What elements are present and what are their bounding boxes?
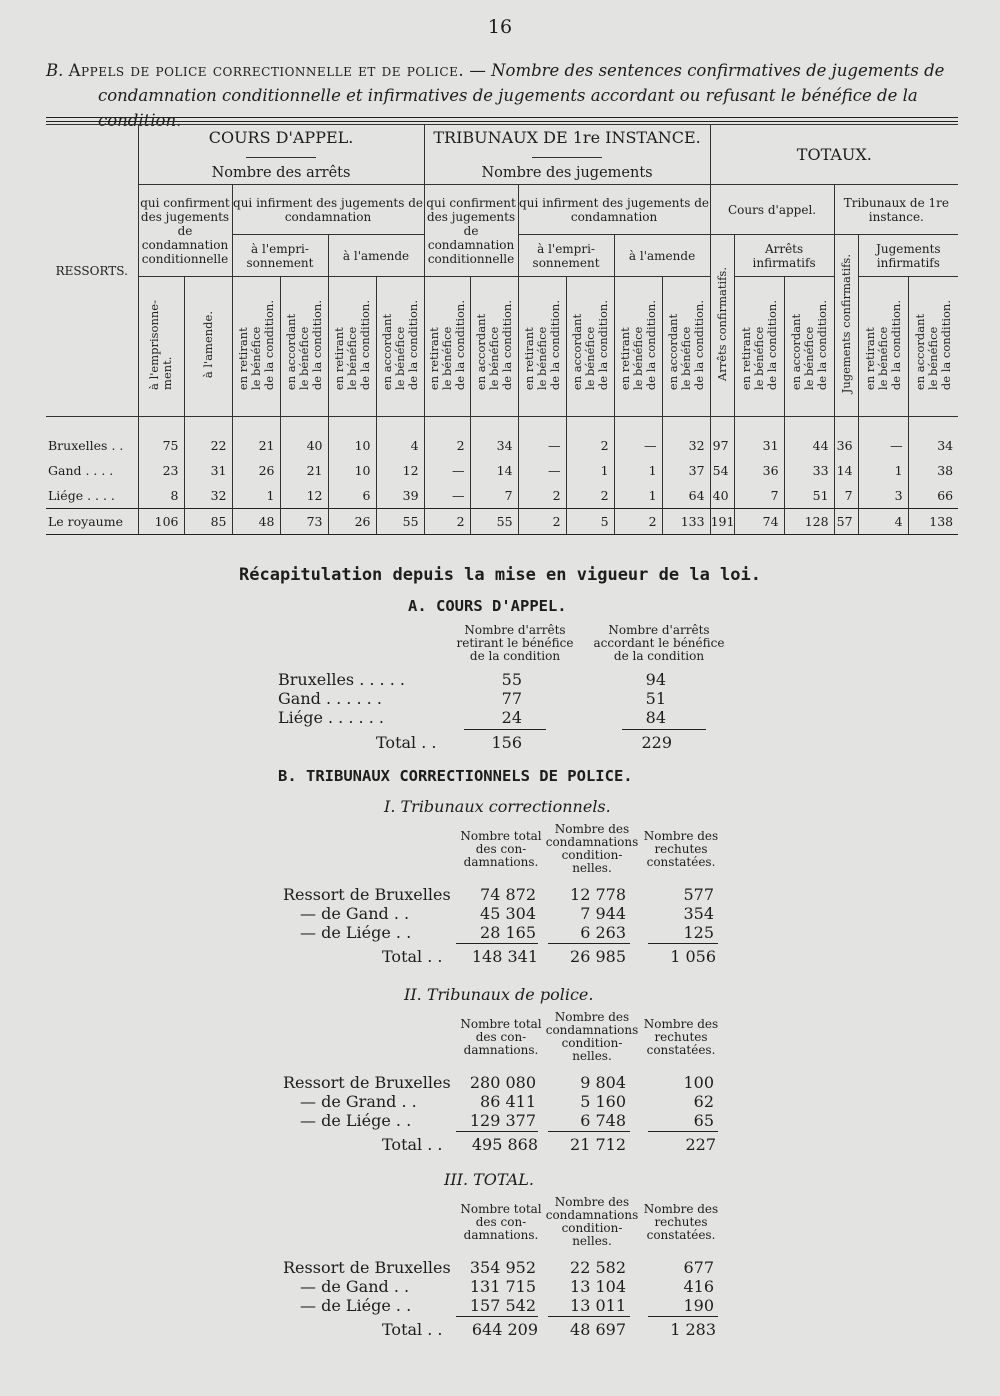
table-cell: 1 [858, 458, 908, 483]
arrets-inf-header [734, 235, 834, 277]
col-cond-head: Nombre des condamnations condition-nelles. [545, 1195, 639, 1248]
v-j-ret-label: en retirant le bénéfice de la condition. [862, 299, 903, 391]
recap-a-v1: 77 [501, 689, 522, 708]
section-total-v3: 1 283 [670, 1320, 716, 1339]
jug-inf-label: Jugements infirmatifs [876, 241, 941, 270]
section-v-cond: 6 748 [580, 1111, 626, 1130]
section-total-v2: 48 697 [570, 1320, 626, 1339]
table-cell: 38 [908, 458, 958, 483]
table-cell: 4 [858, 509, 908, 535]
table-cell: 7 [470, 483, 518, 509]
v-t-acc-2 [662, 277, 710, 417]
caption-letter: B. [46, 61, 64, 80]
section-v-rech: 190 [683, 1296, 714, 1315]
recap-a-total-v1: 156 [491, 733, 522, 752]
v-c-acc-2-label: en accordant le bénéfice de la condition. [379, 299, 420, 391]
section-row-label: Ressort de Bruxelles [283, 1073, 451, 1092]
section-v-total: 28 165 [480, 923, 536, 942]
recap-a-v2: 84 [645, 708, 666, 727]
table-cell: 22 [184, 417, 232, 459]
table-cell: 2 [566, 483, 614, 509]
v-a-ret-label: en retirant le bénéfice de la condition. [738, 299, 779, 391]
caption-subtitle-2: condamnation conditionnelle et infirmatives de jugements accordant ou refusant le bénéfice de la condition. [98, 86, 918, 130]
table-row [46, 509, 958, 535]
recap-a-v1: 24 [501, 708, 522, 727]
table-cell: 6 [328, 483, 376, 509]
table-row [46, 483, 958, 509]
table-cell: 32 [184, 483, 232, 509]
recap-a-title: A. COURS D'APPEL. [408, 597, 567, 615]
recap-a-total-v2: 229 [641, 733, 672, 752]
col-cond-head: Nombre des condamnations condition-nelles. [545, 1010, 639, 1063]
section-v-total: 280 080 [469, 1073, 536, 1092]
col-total-head: Nombre total des con-damnations. [460, 829, 542, 869]
section-underline-2 [548, 943, 630, 944]
table-cell: 64 [662, 483, 710, 509]
section-row-label: — de Gand . . [300, 904, 410, 923]
v-c-acc-1-label: en accordant le bénéfice de la condition. [283, 299, 324, 391]
recap-a-v2: 94 [645, 670, 666, 689]
section-v-total: 129 377 [469, 1111, 536, 1130]
table-cell: — [424, 458, 470, 483]
v-cours-empri-label: à l'emprisonne- ment. [147, 300, 174, 390]
v-cours-amende [184, 277, 232, 417]
section-total-v2: 26 985 [570, 947, 626, 966]
table-row [46, 458, 958, 483]
table-cell: 57 [834, 509, 858, 535]
table-cell: 33 [784, 458, 834, 483]
table-cell: 32 [662, 417, 710, 459]
cours-header [138, 125, 424, 185]
v-cours-empri [138, 277, 184, 417]
table-cell: 23 [138, 458, 184, 483]
table-cell: 26 [232, 458, 280, 483]
table-cell: 31 [184, 458, 232, 483]
recap-a-col2: Nombre d'arrêts accordant le bénéfice de la condition [593, 623, 725, 663]
section-total-v3: 1 056 [670, 947, 716, 966]
trib-infirm-label: qui infirment des jugements de condamnation [519, 195, 710, 224]
table-cell: 85 [184, 509, 232, 535]
v-t-acc-1 [566, 277, 614, 417]
v-c-acc-2 [376, 277, 424, 417]
v-j-acc [908, 277, 958, 417]
table-cell: 12 [280, 483, 328, 509]
section-total-label: Total . . [382, 1320, 443, 1339]
section-total-v1: 495 868 [471, 1135, 538, 1154]
trib-amende-header [614, 235, 710, 277]
v-c-acc-1 [280, 277, 328, 417]
recap-title: Récapitulation depuis la mise en vigueur de la loi. [239, 565, 761, 585]
col-total-head: Nombre total des con-damnations. [460, 1202, 542, 1242]
table-cell: 2 [518, 483, 566, 509]
table-cell: 36 [834, 417, 858, 459]
col-rech-head: Nombre des rechutes constatées. [643, 1017, 719, 1057]
top-rule [46, 117, 958, 118]
table-cell: 21 [232, 417, 280, 459]
table-cell: 2 [424, 509, 470, 535]
arrets-conf-header [710, 235, 734, 417]
recap-a-row-label: Gand . . . . . . [278, 689, 382, 708]
table-cell: 5 [566, 509, 614, 535]
table-cell: 138 [908, 509, 958, 535]
section-underline-3 [648, 1316, 718, 1317]
v-cours-amende-label: à l'amende. [200, 311, 215, 379]
section-row-label: — de Liége . . [300, 1296, 412, 1315]
arrets-conf-label: Arrêts confirmatifs. [714, 266, 729, 382]
arrets-inf-label: Arrêts infirmatifs [752, 241, 816, 270]
table-cell: 40 [280, 417, 328, 459]
v-t-acc-2-label: en accordant le bénéfice de la condition. [665, 299, 706, 391]
tot-cours-label: Cours d'appel. [728, 202, 817, 217]
section-underline-2 [548, 1131, 630, 1132]
section-v-rech: 577 [683, 885, 714, 904]
trib-title: TRIBUNAUX DE 1re INSTANCE. [433, 127, 701, 147]
section-v-cond: 12 778 [570, 885, 626, 904]
cours-empri-label: à l'empri-sonnement [246, 241, 314, 270]
section-v-total: 74 872 [480, 885, 536, 904]
col-rech-head: Nombre des rechutes constatées. [643, 1202, 719, 1242]
table-cell: — [424, 483, 470, 509]
table-cell: 54 [710, 458, 734, 483]
table-cell: 40 [710, 483, 734, 509]
table-body [46, 417, 958, 535]
jug-conf-header [834, 235, 858, 417]
tot-trib-label: Tribunaux de 1re instance. [843, 195, 949, 224]
section-underline-2 [548, 1316, 630, 1317]
table-cell: 1 [232, 483, 280, 509]
table-cell: 75 [138, 417, 184, 459]
recap-a-v1: 55 [501, 670, 522, 689]
section-underline-3 [648, 943, 718, 944]
table-cell: 1 [566, 458, 614, 483]
section-title: I. Tribunaux correctionnels. [384, 797, 611, 816]
section-v-total: 86 411 [480, 1092, 536, 1111]
table-cell: 36 [734, 458, 784, 483]
cours-confirm-header [138, 185, 232, 277]
table-cell: 21 [280, 458, 328, 483]
table-cell: 1 [614, 458, 662, 483]
row-name: Bruxelles . . [46, 417, 138, 459]
cours-amende-label: à l'amende [342, 248, 410, 263]
v-t-acc-0 [470, 277, 518, 417]
cours-empri-header [232, 235, 328, 277]
section-v-cond: 6 263 [580, 923, 626, 942]
trib-subtitle: Nombre des jugements [481, 164, 653, 181]
table-cell: 3 [858, 483, 908, 509]
section-v-cond: 7 944 [580, 904, 626, 923]
section-row-label: — de Liége . . [300, 923, 412, 942]
table-cell: — [858, 417, 908, 459]
table-cell: 2 [424, 417, 470, 459]
section-underline-1 [456, 943, 538, 944]
section-v-cond: 5 160 [580, 1092, 626, 1111]
col-total-head: Nombre total des con-damnations. [460, 1017, 542, 1057]
v-a-acc-label: en accordant le bénéfice de la condition. [788, 299, 829, 391]
recap-a-total-label: Total . . [376, 733, 437, 752]
table-cell: 128 [784, 509, 834, 535]
table-cell: 191 [710, 509, 734, 535]
section-underline-1 [456, 1316, 538, 1317]
table-cell: 106 [138, 509, 184, 535]
totaux-header [710, 125, 958, 185]
totaux-title: TOTAUX. [796, 144, 872, 164]
trib-empri-header [518, 235, 614, 277]
table-cell: 7 [734, 483, 784, 509]
row-name: Le royaume [46, 509, 138, 535]
trib-confirm-header [424, 185, 518, 277]
v-j-ret [858, 277, 908, 417]
main-table [46, 124, 958, 535]
section-row-label: — de Grand . . [300, 1092, 417, 1111]
table-cell: 2 [614, 509, 662, 535]
row-name: Liége . . . . [46, 483, 138, 509]
top-rule-2 [46, 121, 958, 122]
table-cell: 55 [376, 509, 424, 535]
table-cell: 10 [328, 458, 376, 483]
table-cell: 74 [734, 509, 784, 535]
table-cell: 48 [232, 509, 280, 535]
section-v-rech: 62 [693, 1092, 714, 1111]
section-v-cond: 9 804 [580, 1073, 626, 1092]
section-v-total: 157 542 [469, 1296, 536, 1315]
v-t-ret-2 [614, 277, 662, 417]
table-cell: 26 [328, 509, 376, 535]
table-cell: 31 [734, 417, 784, 459]
v-t-ret-1-label: en retirant le bénéfice de la condition. [521, 299, 562, 391]
table-cell: — [518, 417, 566, 459]
section-v-rech: 65 [693, 1111, 714, 1130]
jug-inf-header [858, 235, 958, 277]
trib-empri-label: à l'empri-sonnement [532, 241, 600, 270]
section-v-rech: 677 [683, 1258, 714, 1277]
recap-b-title: B. TRIBUNAUX CORRECTIONNELS DE POLICE. [278, 767, 633, 785]
table-cell: 34 [908, 417, 958, 459]
section-total-v1: 644 209 [471, 1320, 538, 1339]
table-cell: 66 [908, 483, 958, 509]
v-a-ret [734, 277, 784, 417]
table-cell: 34 [470, 417, 518, 459]
section-v-rech: 416 [683, 1277, 714, 1296]
table-cell: 37 [662, 458, 710, 483]
section-title: III. TOTAL. [444, 1170, 534, 1189]
trib-header [424, 125, 710, 185]
recap-a-underline-1 [464, 729, 546, 730]
v-t-ret-2-label: en retirant le bénéfice de la condition. [617, 299, 658, 391]
table-cell: — [614, 417, 662, 459]
table-cell: 1 [614, 483, 662, 509]
col-cond-head: Nombre des condamnations condition-nelles. [545, 822, 639, 875]
section-row-label: Ressort de Bruxelles [283, 1258, 451, 1277]
section-v-total: 131 715 [469, 1277, 536, 1296]
table-cell: 7 [834, 483, 858, 509]
section-row-label: Ressort de Bruxelles [283, 885, 451, 904]
section-total-v3: 227 [685, 1135, 716, 1154]
tot-trib-header [834, 185, 958, 235]
section-v-rech: 354 [683, 904, 714, 923]
section-total-label: Total . . [382, 947, 443, 966]
tot-cours-header [710, 185, 834, 235]
recap-a-col1: Nombre d'arrêts retirant le bénéfice de la condition [456, 623, 574, 663]
table-cell: — [518, 458, 566, 483]
recap-a-underline-2 [622, 729, 706, 730]
row-name: Gand . . . . [46, 458, 138, 483]
ressorts-label: RESSORTS. [55, 263, 128, 278]
cours-confirm-label: qui confirment des jugements de condamnation conditionnelle [140, 195, 230, 266]
cours-subtitle: Nombre des arrêts [211, 164, 351, 181]
section-v-cond: 13 011 [570, 1296, 626, 1315]
v-t-ret-0 [424, 277, 470, 417]
v-c-ret-2-label: en retirant le bénéfice de la condition. [331, 299, 372, 391]
table-cell: 8 [138, 483, 184, 509]
page-number: 16 [487, 16, 513, 38]
cours-infirm-label: qui infirment des jugements de condamnation [233, 195, 424, 224]
section-underline-1 [456, 1131, 538, 1132]
cours-amende-header [328, 235, 424, 277]
caption-title: Appels de police correctionnelle et de police. [68, 61, 465, 80]
section-v-rech: 100 [683, 1073, 714, 1092]
caption-dash: — [469, 61, 486, 80]
section-v-total: 354 952 [469, 1258, 536, 1277]
section-row-label: — de Gand . . [300, 1277, 410, 1296]
cours-title: COURS D'APPEL. [208, 127, 354, 147]
table-cell: 10 [328, 417, 376, 459]
v-t-acc-0-label: en accordant le bénéfice de la condition. [473, 299, 514, 391]
v-t-ret-1 [518, 277, 566, 417]
section-v-cond: 13 104 [570, 1277, 626, 1296]
jug-conf-label: Jugements confirmatifs. [838, 254, 853, 394]
caption-subtitle-1: Nombre des sentences confirmatives de jugements de [491, 61, 945, 80]
table-cell: 2 [566, 417, 614, 459]
table-cell: 44 [784, 417, 834, 459]
v-a-acc [784, 277, 834, 417]
table-cell: 4 [376, 417, 424, 459]
v-j-acc-label: en accordant le bénéfice de la condition. [912, 299, 953, 391]
v-c-ret-1-label: en retirant le bénéfice de la condition. [235, 299, 276, 391]
table-cell: 51 [784, 483, 834, 509]
section-row-label: — de Liége . . [300, 1111, 412, 1130]
cours-infirm-header [232, 185, 424, 235]
v-t-ret-0-label: en retirant le bénéfice de la condition. [426, 299, 467, 391]
v-c-ret-1 [232, 277, 280, 417]
section-v-total: 45 304 [480, 904, 536, 923]
table-cell: 133 [662, 509, 710, 535]
table-cell: 55 [470, 509, 518, 535]
v-c-ret-2 [328, 277, 376, 417]
section-underline-3 [648, 1131, 718, 1132]
table-cell: 12 [376, 458, 424, 483]
trib-infirm-header [518, 185, 710, 235]
section-v-rech: 125 [683, 923, 714, 942]
trib-divider [532, 157, 602, 158]
table-cell: 97 [710, 417, 734, 459]
recap-a-row-label: Bruxelles . . . . . [278, 670, 405, 689]
table-cell: 14 [834, 458, 858, 483]
ressorts-header [46, 125, 138, 417]
cours-divider [246, 157, 316, 158]
trib-amende-label: à l'amende [628, 248, 696, 263]
section-title: II. Tribunaux de police. [404, 985, 594, 1004]
table-cell: 39 [376, 483, 424, 509]
section-v-cond: 22 582 [570, 1258, 626, 1277]
col-rech-head: Nombre des rechutes constatées. [643, 829, 719, 869]
section-total-label: Total . . [382, 1135, 443, 1154]
table-row [46, 417, 958, 459]
table-cell: 73 [280, 509, 328, 535]
recap-a-row-label: Liége . . . . . . [278, 708, 384, 727]
section-total-v2: 21 712 [570, 1135, 626, 1154]
table-cell: 14 [470, 458, 518, 483]
recap-a-v2: 51 [645, 689, 666, 708]
table-cell: 2 [518, 509, 566, 535]
trib-confirm-label: qui confirment des jugements de condamnation conditionnelle [426, 195, 516, 266]
section-total-v1: 148 341 [471, 947, 538, 966]
v-t-acc-1-label: en accordant le bénéfice de la condition. [569, 299, 610, 391]
